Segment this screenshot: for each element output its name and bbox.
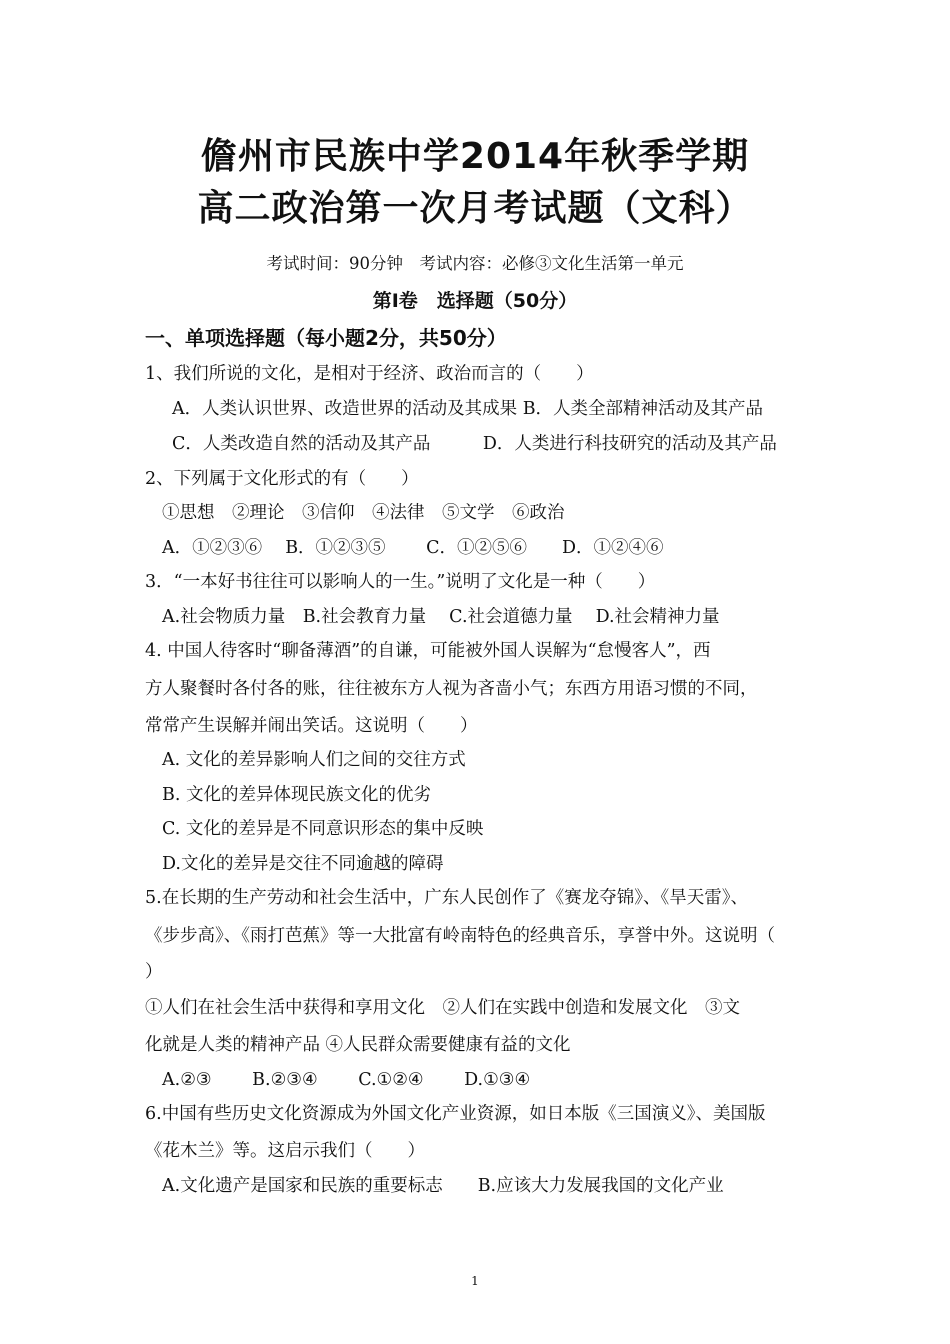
- q1-stem: 1、我们所说的文化，是相对于经济、政治而言的（ ）: [145, 364, 594, 384]
- q3-stem: 3．“一本好书往往可以影响人的一生。”说明了文化是一种（ ）: [145, 572, 656, 592]
- q5-items-line1: ①人们在社会生活中获得和享用文化 ②人们在实践中创造和发展文化 ③文: [145, 998, 740, 1018]
- q4-option-a: A. 文化的差异影响人们之间的交往方式: [162, 750, 466, 770]
- q5-stem-line1: 5.在长期的生产劳动和社会生活中，广东人民创作了《赛龙夺锦》、《旱天雷》、: [145, 888, 748, 908]
- section-heading: 一、单项选择题（每小题2分，共50分）: [145, 326, 507, 350]
- q3-options: A.社会物质力量 B.社会教育力量 C.社会道德力量 D.社会精神力量: [162, 607, 720, 627]
- q4-option-d: D.文化的差异是交往不同逾越的障碍: [162, 854, 444, 874]
- q5-options: A.②③ B.②③④ C.①②④ D.①③④: [162, 1070, 531, 1090]
- q4-stem-line2: 方人聚餐时各付各的账，往往被东方人视为吝啬小气；东西方用语习惯的不同，: [145, 679, 758, 699]
- q5-items-line2: 化就是人类的精神产品 ④人民群众需要健康有益的文化: [145, 1035, 571, 1055]
- page-number: 1: [471, 1274, 479, 1288]
- q5-stem-line2: 《步步高》、《雨打芭蕉》等一大批富有岭南特色的经典音乐，享誉中外。这说明（: [145, 926, 775, 946]
- q6-options-row1: A.文化遗产是国家和民族的重要标志 B.应该大力发展我国的文化产业: [162, 1176, 724, 1196]
- q2-items: ①思想 ②理论 ③信仰 ④法律 ⑤文学 ⑥政治: [162, 503, 565, 523]
- q4-stem-line3: 常常产生误解并闹出笑话。这说明（ ）: [145, 716, 478, 736]
- exam-title-line2: 高二政治第一次月考试题（文科）: [197, 188, 753, 229]
- q2-stem: 2、下列属于文化形式的有（ ）: [145, 469, 419, 489]
- q6-stem-line1: 6.中国有些历史文化资源成为外国文化产业资源，如日本版《三国演义》、美国版: [145, 1104, 766, 1124]
- exam-info: 考试时间：90分钟 考试内容：必修③文化生活第一单元: [266, 254, 684, 273]
- q1-options-row2: C．人类改造自然的活动及其产品 D．人类进行科技研究的活动及其产品: [172, 434, 777, 454]
- q4-option-c: C. 文化的差异是不同意识形态的集中反映: [162, 819, 484, 839]
- q2-options: A．①②③⑥ B．①②③⑤ C．①②⑤⑥ D．①②④⑥: [162, 538, 664, 558]
- q4-stem-line1: 4. 中国人待客时“聊备薄酒”的自谦，可能被外国人误解为“怠慢客人”，西: [145, 641, 711, 661]
- q4-option-b: B. 文化的差异体现民族文化的优劣: [162, 785, 431, 805]
- q6-stem-line2: 《花木兰》等。这启示我们（ ）: [145, 1141, 425, 1161]
- q5-stem-line3: ）: [145, 962, 163, 982]
- exam-title-line1: 儋州市民族中学2014年秋季学期: [200, 136, 750, 177]
- q1-options-row1: A．人类认识世界、改造世界的活动及其成果 B．人类全部精神活动及其产品: [172, 399, 764, 419]
- part-heading: 第Ⅰ卷 选择题（50分）: [372, 290, 578, 312]
